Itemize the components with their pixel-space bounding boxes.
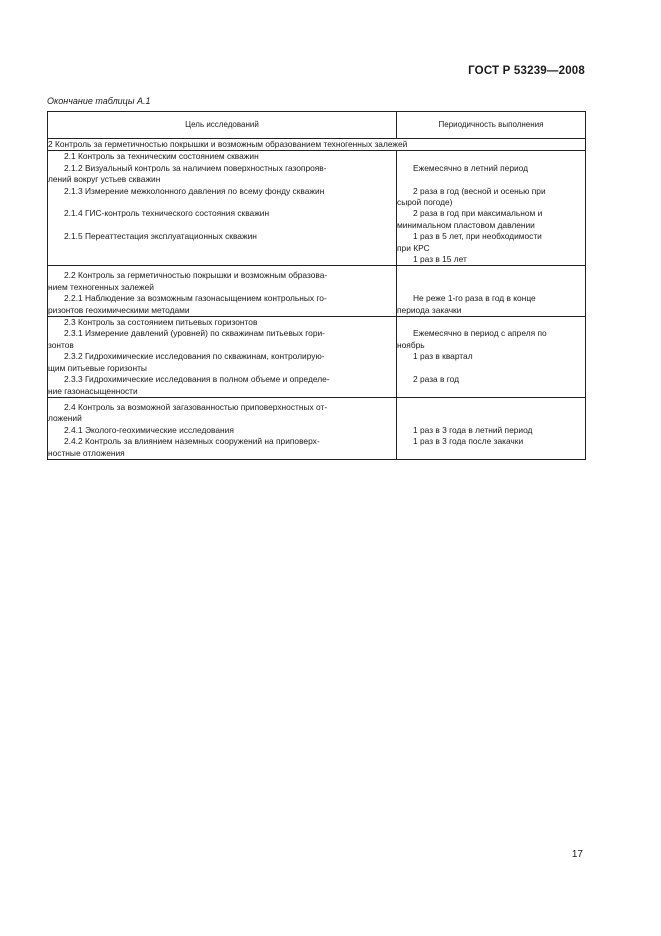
goal-line: 2.1.2 Визуальный контроль за наличием поверхностных газопрояв- bbox=[64, 162, 327, 173]
table-row bbox=[48, 266, 586, 317]
frequency-line: периода закачки bbox=[397, 304, 462, 315]
goal-line: ризонтов геохимическими методами bbox=[48, 304, 190, 315]
table-caption: Окончание таблицы А.1 bbox=[47, 96, 151, 106]
goal-line: зонтов bbox=[48, 339, 74, 350]
header-frequency: Периодичность выполнения bbox=[397, 112, 586, 139]
goal-line: ложений bbox=[48, 413, 82, 424]
goal-line: 2.4.1 Эколого-геохимические исследования bbox=[64, 424, 234, 435]
table-row bbox=[48, 317, 586, 398]
goal-cell bbox=[48, 151, 397, 266]
goal-line: 2.4 Контроль за возможной загазованностью приповерхностных от- bbox=[64, 401, 328, 412]
table-row bbox=[48, 151, 586, 266]
goal-line: 2.2.1 Наблюдение за возможным газонасыщением контрольных го- bbox=[64, 293, 327, 304]
frequency-cell bbox=[397, 151, 586, 266]
frequency-cell bbox=[397, 317, 586, 398]
header-goal: Цель исследований bbox=[48, 112, 397, 139]
section-row bbox=[48, 139, 586, 151]
goal-line: 2.1 Контроль за техническим состоянием скважин bbox=[64, 151, 259, 162]
goal-line: ностные отложения bbox=[48, 447, 125, 458]
frequency-line: Ежемесячно в период с апреля по bbox=[413, 328, 547, 339]
goal-line: 2.4.2 Контроль за влиянием наземных сооружений на приповерх- bbox=[64, 436, 320, 447]
goal-line: 2.1.3 Измерение межколонного давления по всему фонду скважин bbox=[64, 185, 325, 196]
table-header-row bbox=[48, 112, 586, 139]
frequency-line: ноябрь bbox=[397, 339, 425, 350]
goal-cell bbox=[48, 266, 397, 317]
goal-line: 2.1.4 ГИС-контроль технического состояния скважин bbox=[64, 208, 270, 219]
goal-line: 2.3.2 Гидрохимические исследования по скважинам, контролирую- bbox=[64, 351, 325, 362]
goal-cell bbox=[48, 397, 397, 459]
document-code: ГОСТ Р 53239—2008 bbox=[468, 65, 585, 77]
frequency-line: 1 раз в 5 лет, при необходимости bbox=[413, 231, 542, 242]
frequency-line: минимальном пластовом давлении bbox=[397, 219, 535, 230]
goal-line: 2.2 Контроль за герметичностью покрышки и возможным образова- bbox=[64, 270, 328, 281]
goal-line: 2.3.3 Гидрохимические исследования в полном объеме и определе- bbox=[64, 374, 330, 385]
goal-line: ние газонасыщенности bbox=[48, 385, 138, 396]
frequency-line: 1 раз в квартал bbox=[413, 351, 473, 362]
section-2-title: 2 Контроль за герметичностью покрышки и возможным образованием техногенных залежей bbox=[48, 139, 586, 151]
frequency-line: 2 раза в год bbox=[413, 374, 460, 385]
goal-line: 2.3.1 Измерение давлений (уровней) по скважинам питьевых гори- bbox=[64, 328, 325, 339]
frequency-line: 2 раза в год при максимальном и bbox=[413, 208, 543, 219]
page-number: 17 bbox=[571, 849, 583, 860]
frequency-cell bbox=[397, 266, 586, 317]
goal-line: лений вокруг устьев скважин bbox=[48, 174, 161, 185]
goal-line: щим питьевые горизонты bbox=[48, 362, 147, 373]
frequency-line: 1 раз в 3 года после закачки bbox=[413, 436, 524, 447]
frequency-line: сырой погоде) bbox=[397, 197, 453, 207]
goal-line: 2.3 Контроль за состоянием питьевых горизонтов bbox=[64, 317, 258, 328]
table-row bbox=[48, 397, 586, 459]
frequency-line: 2 раза в год (весной и осенью при bbox=[413, 185, 546, 196]
goal-line: нием техногенных залежей bbox=[48, 281, 154, 292]
frequency-line: при КРС bbox=[397, 242, 430, 253]
frequency-line: 1 раз в 3 года в летний период bbox=[413, 424, 533, 435]
goal-line: 2.1.5 Переаттестация эксплуатационных скважин bbox=[64, 231, 257, 242]
frequency-line: 1 раз в 15 лет bbox=[413, 254, 467, 265]
frequency-line: Ежемесячно в летний период bbox=[413, 162, 529, 173]
frequency-line: Не реже 1-го раза в год в конце bbox=[413, 293, 536, 304]
goal-cell bbox=[48, 317, 397, 398]
frequency-cell bbox=[397, 397, 586, 459]
monitoring-table bbox=[47, 111, 586, 460]
